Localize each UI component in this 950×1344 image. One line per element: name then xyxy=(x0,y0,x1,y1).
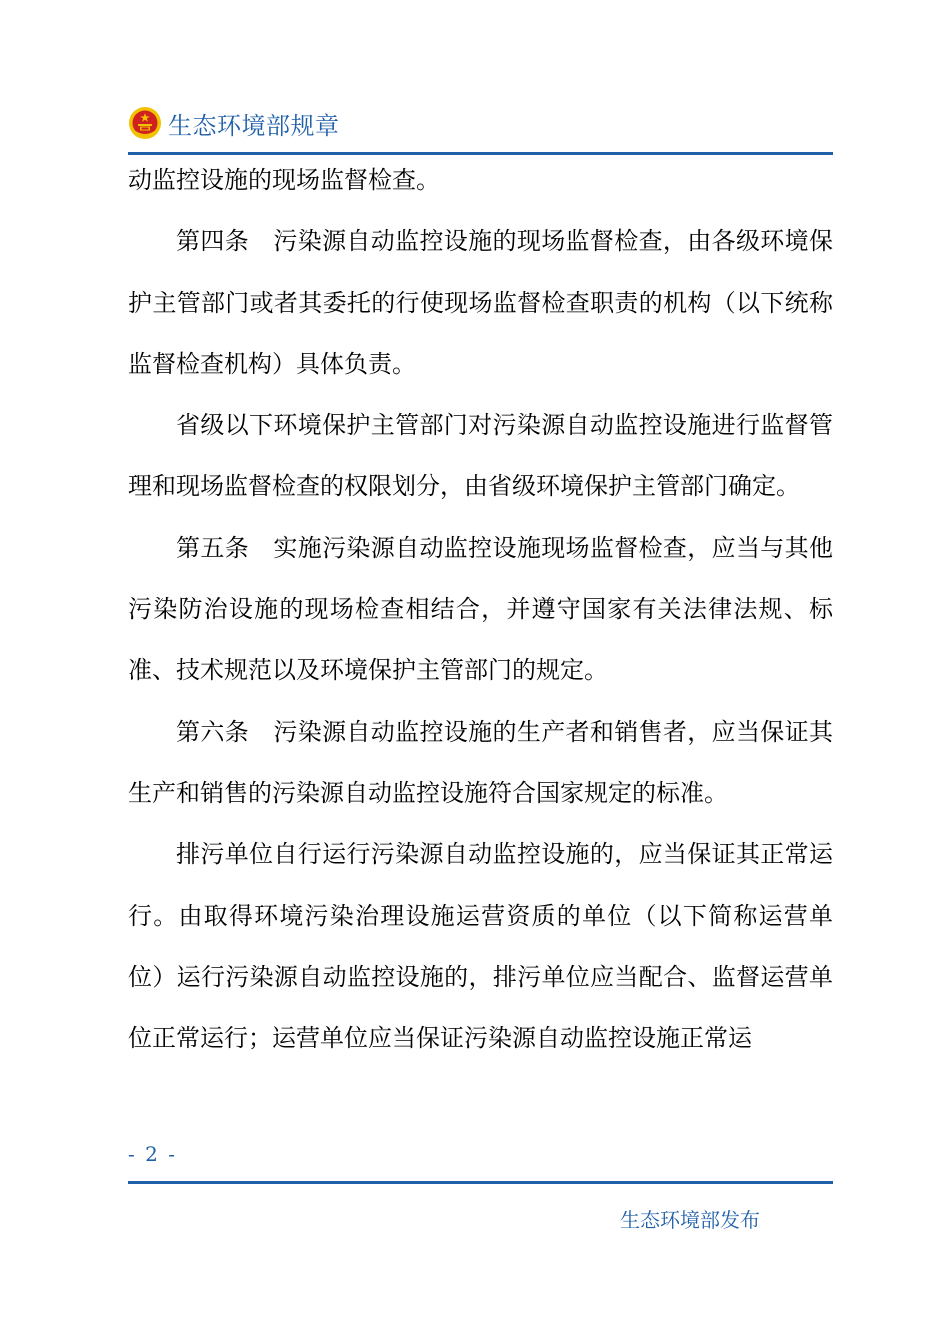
page-number: - 2 - xyxy=(128,1142,177,1166)
paragraph-continuation: 动监控设施的现场监督检查。 xyxy=(128,166,440,194)
national-emblem-icon xyxy=(128,106,162,140)
page-header xyxy=(128,100,340,146)
paragraph-operation: 排污单位自行运行污染源自动监控设施的，应当保证其正常运行。由取得环境污染治理设施运营资质的单位（以下简称运营单位）运行污染源自动监控设施的，排污单位应当配合、监督运营单位正常运行；运营单位应当保证污染源自动监控设施正常运 xyxy=(128,840,833,1053)
paragraph-provincial-authority: 省级以下环境保护主管部门对污染源自动监控设施进行监督管理和现场监督检查的权限划分，由省级环境保护主管部门确定。 xyxy=(128,411,833,501)
paragraph-article-4: 第四条 污染源自动监控设施的现场监督检查，由各级环境保护主管部门或者其委托的行使现场监督检查职责的机构（以下统称监督检查机构）具体负责。 xyxy=(128,227,833,378)
header-title: 生态环境部规章 xyxy=(168,111,340,140)
paragraph-article-5: 第五条 实施污染源自动监控设施现场监督检查，应当与其他污染防治设施的现场检查相结合，并遵守国家有关法律法规、标准、技术规范以及环境保护主管部门的规定。 xyxy=(128,533,833,685)
paragraph-article-6: 第六条 污染源自动监控设施的生产者和销售者，应当保证其生产和销售的污染源自动监控设施符合国家规定的标准。 xyxy=(128,717,833,807)
footer-publisher: 生态环境部发布 xyxy=(620,1208,760,1232)
footer-divider xyxy=(128,1181,833,1184)
document-body xyxy=(128,150,833,1069)
